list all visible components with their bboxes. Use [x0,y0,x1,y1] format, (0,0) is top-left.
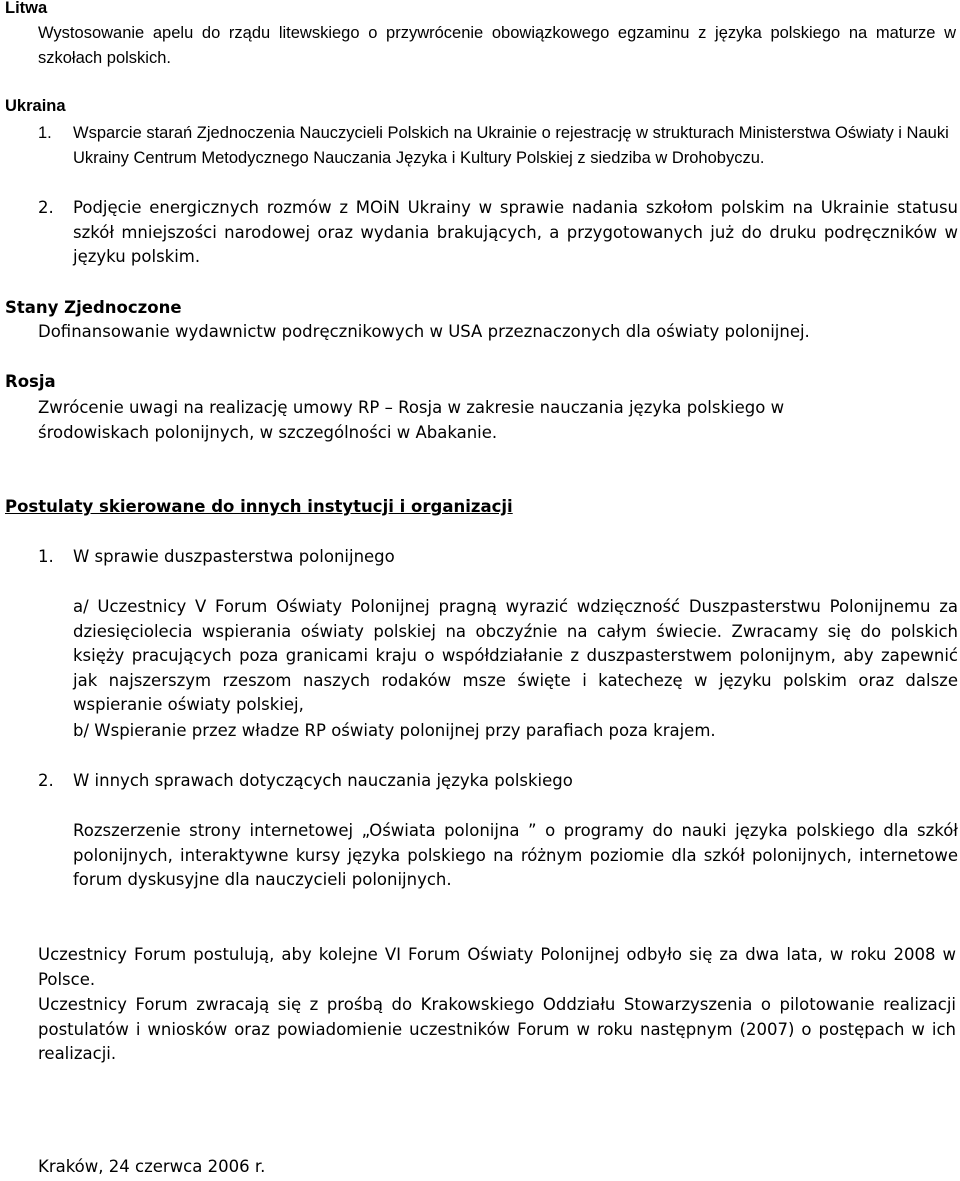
rosja-text: Zwrócenie uwagi na realizację umowy RP – Rosja w zakresie nauczania języka polskiego w środowiskach polonijnych, w szczególności w Abakanie. [38,398,785,442]
postulaty-item-2-title: W innych sprawach dotyczących nauczania języka polskiego [73,771,573,790]
closing-paragraph-1: Uczestnicy Forum postulują, aby kolejne VI Forum Oświaty Polonijnej odbyło się za dwa lata, w roku 2008 w Polsce. [38,945,956,989]
section-heading-litwa: Litwa [5,0,48,17]
section-heading-ukraina: Ukraina [5,97,66,115]
closing-paragraph-2: Uczestnicy Forum zwracają się z prośbą do Krakowskiego Oddziału Stowarzyszenia o pilotowanie realizacji postulatów i wniosków oraz powiadomienie uczestników Forum w roku następnym (2007) o postępach w ich realizacji. [38,995,956,1063]
postulaty-heading: Postulaty skierowane do innych instytucji i organizacji [5,497,513,516]
litwa-text: Wystosowanie apelu do rządu litewskiego o przywrócenie obowiązkowego egzaminu z języka polskiego na maturze w szkołach polskich. [38,24,956,67]
postulaty-item-1-title: W sprawie duszpasterstwa polonijnego [73,547,395,566]
list-number: 1. [38,547,54,566]
list-number: 1. [38,124,52,142]
date-line: Kraków, 24 czerwca 2006 r. [38,1157,266,1176]
postulaty-item-1-a: a/ Uczestnicy V Forum Oświaty Polonijnej pragną wyrazić wdzięczność Duszpasterstwu Polonijnemu za dziesięciolecia wspierania oświaty polskiej na obczyźnie na całym świecie. Zwracamy się do polskich księży pracujących poza granicami kraju o współdziałanie z duszpasterstwem polonijnym, aby zapewnić jak najszerszym rzeszom naszych rodaków msze święte i katechezę w języku polskim oraz dalsze wspieranie oświaty polskiej, [73,597,958,714]
postulaty-item-2-text: Rozszerzenie strony internetowej „Oświata polonijna ” o programy do nauki języka polskiego dla szkół polonijnych, interaktywne kursy języka polskiego na różnym poziomie dla szkół polonijnych, internetowe forum dyskusyjne dla nauczycieli polonijnych. [73,821,958,889]
usa-text: Dofinansowanie wydawnictw podręcznikowych w USA przeznaczonych dla oświaty polonijnej. [38,322,810,341]
section-heading-rosja: Rosja [5,372,56,391]
ukraina-item-2: Podjęcie energicznych rozmów z MOiN Ukrainy w sprawie nadania szkołom polskim na Ukrainie statusu szkół mniejszości narodowej oraz wydania brakujących, a przygotowanych już do druku podręczników w języku polskim. [73,198,958,266]
section-heading-usa: Stany Zjednoczone [5,298,182,317]
list-number: 2. [38,771,54,790]
ukraina-item-1: Wsparcie starań Zjednoczenia Nauczycieli Polskich na Ukrainie o rejestrację w strukturach Ministerstwa Oświaty i Nauki Ukrainy Centrum Metodycznego Nauczania Języka i Kultury Polskiej z siedziba w Drohobyczu. [73,124,949,167]
list-number: 2. [38,198,54,217]
postulaty-item-1-b: b/ Wspieranie przez władze RP oświaty polonijnej przy parafiach poza krajem. [73,721,716,740]
